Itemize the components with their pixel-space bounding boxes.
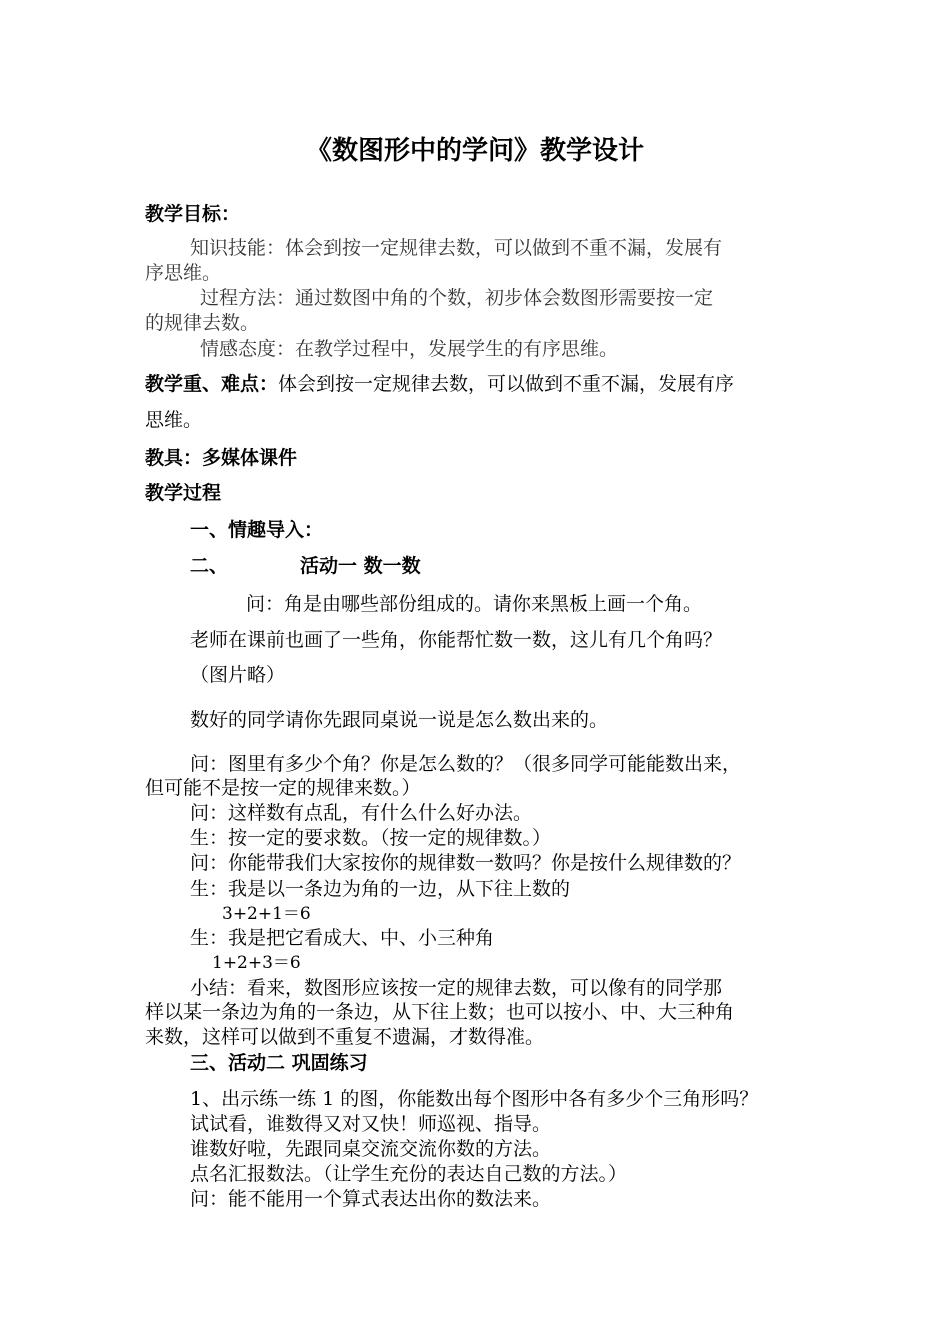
goal-knowledge-line1: 知识技能：体会到按一定规律去数，可以做到不重不漏，发展有 [190,237,723,259]
key-points-line2: 思维。 [145,409,203,431]
practice-line5: 问：能不能用一个算式表达出你的数法来。 [190,1188,552,1210]
question-4: 问：你能带我们大家按你的规律数一数吗？你是按什么规律数的？ [190,852,742,874]
goal-knowledge-line2: 序思维。 [145,262,222,284]
document-title: 《数图形中的学问》教学设计 [305,136,644,166]
goals-heading: 教学目标： [145,203,241,225]
question-1: 问：角是由哪些部份组成的。请你来黑板上画一个角。 [246,593,703,615]
summary-line3: 来数，这样可以做到不重复不遗漏，才数得准。 [145,1026,545,1048]
picture-omitted: （图片略） [190,664,286,686]
section2-heading: 活动一 数一数 [300,555,421,577]
practice-line4: 点名汇报数法。（让学生充份的表达自己数的方法。） [190,1163,628,1185]
question-3: 问：这样数有点乱，有什么什么好办法。 [190,802,533,824]
tools: 教具：多媒体课件 [145,447,298,469]
question-2-line1: 问：图里有多少个角？你是怎么数的？（很多同学可能能数出来， [190,753,742,775]
equation-2: 1+2+3＝6 [212,953,301,973]
practice-line1: 1、出示练一练 1 的图，你能数出每个图形中各有多少个三角形吗？ [190,1088,759,1110]
key-points-line1 [145,372,734,396]
equation-1: 3+2+1＝6 [222,904,311,924]
goal-emotion: 情感态度：在教学过程中，发展学生的有序思维。 [200,338,619,360]
practice-line3: 谁数好啦，先跟同桌交流交流你数的方法。 [190,1138,552,1160]
summary-line1: 小结：看来，数图形应该按一定的规律去数，可以像有的同学那 [190,977,723,999]
desk-discussion: 数好的同学请你先跟同桌说一说是怎么数出来的。 [190,709,609,731]
student-1: 生：按一定的要求数。（按一定的规律数。） [190,827,552,849]
summary-line2: 样以某一条边为角的一条边，从下往上数；也可以按小、中、大三种角 [145,1001,735,1023]
student-3: 生：我是把它看成大、中、小三种角 [190,927,495,949]
key-points-label: 教学重、难点： [145,373,279,395]
goal-process-line2: 的规律去数。 [145,312,260,334]
section2-number: 二、 [190,555,229,577]
section3-heading: 三、活动二 巩固练习 [190,1052,368,1074]
key-points-text: 体会到按一定规律去数，可以做到不重不漏，发展有序 [278,373,735,395]
practice-line2: 试试看，谁数得又对又快！师巡视、指导。 [190,1113,552,1135]
section1-heading: 一、情趣导入： [190,519,324,541]
question-2-line2: 但可能不是按一定的规律来数。） [145,777,421,799]
goal-process-line1: 过程方法：通过数图中角的个数，初步体会数图形需要按一定 [200,287,714,309]
process-heading: 教学过程 [145,482,222,504]
teacher-line: 老师在课前也画了一些角，你能帮忙数一数，这儿有几个角吗？ [190,629,723,651]
student-2: 生：我是以一条边为角的一边，从下往上数的 [190,878,571,900]
